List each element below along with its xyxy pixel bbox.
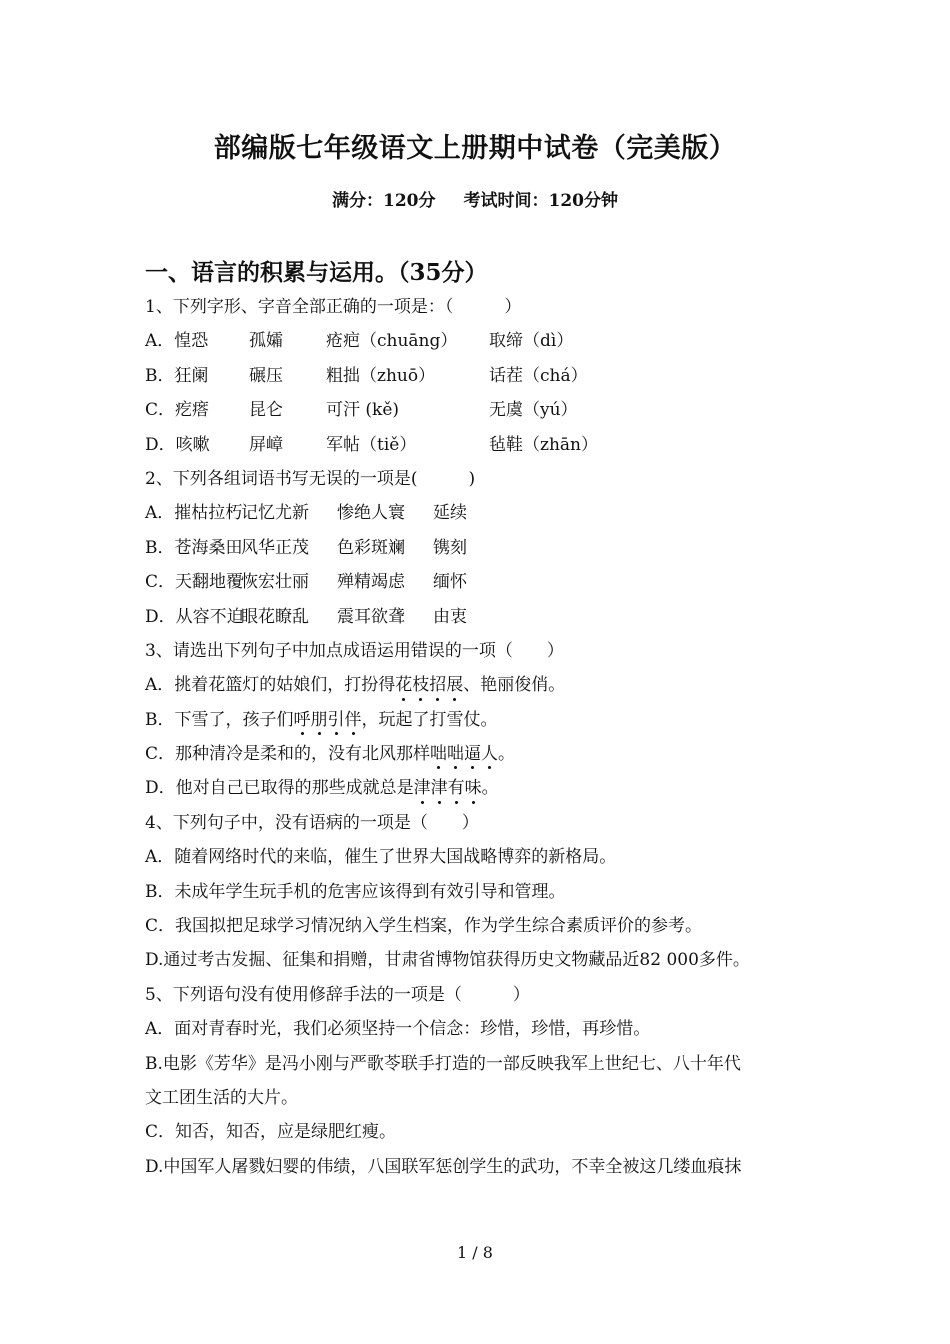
option-word: 缅怀 xyxy=(433,572,467,593)
option-word: 疮疤（chuāng） xyxy=(326,331,458,352)
option-word: 恢宏壮丽 xyxy=(241,572,309,593)
option-word: 昆仑 xyxy=(249,400,283,421)
question-4-option-b: B．未成年学生玩手机的危害应该得到有效引导和管理。 xyxy=(145,881,566,902)
option-text: C．那种清冷是柔和的，没有北风那样 xyxy=(145,744,431,765)
question-5-option-a: A．面对青春时光，我们必须坚持一个信念：珍惜，珍惜，再珍惜。 xyxy=(145,1019,651,1040)
question-4-option-c: C．我国拟把足球学习情况纳入学生档案，作为学生综合素质评价的参考。 xyxy=(145,916,703,937)
option-word: A．摧枯拉朽 xyxy=(145,503,243,524)
option-word: 眼花瞭乱 xyxy=(241,606,309,627)
option-text: 。 xyxy=(498,744,516,765)
dotted-char: 引 xyxy=(328,703,345,737)
option-word: 记忆尤新 xyxy=(241,503,309,524)
question-2-option-a xyxy=(145,496,815,530)
option-word: 粗拙（zhuō） xyxy=(326,365,436,386)
dotted-char: 有 xyxy=(448,771,465,805)
option-word: 色彩斑斓 xyxy=(337,537,405,558)
option-word: 毡鞋（zhān） xyxy=(489,434,598,455)
option-text: A．挑着花篮灯的姑娘们，打扮得 xyxy=(145,675,396,696)
option-word: B．苍海桑田 xyxy=(145,537,243,558)
question-1-option-a xyxy=(145,324,815,358)
question-1-option-b xyxy=(145,359,815,393)
dotted-idiom xyxy=(430,744,498,764)
option-word: 惨绝人寰 xyxy=(337,503,405,524)
exam-info xyxy=(0,186,950,211)
question-3-option-d xyxy=(145,771,815,805)
question-5-option-c: C．知否，知否，应是绿肥红瘦。 xyxy=(145,1122,397,1143)
option-word: 无虞（yú） xyxy=(489,400,578,421)
option-text: 、艳丽俊俏。 xyxy=(463,675,566,696)
option-word: D．从容不迫 xyxy=(145,606,244,627)
option-word: 镌刻 xyxy=(433,537,467,558)
question-3-option-b xyxy=(145,703,815,737)
dotted-char: 花 xyxy=(395,668,412,702)
option-text: D．他对自己已取得的那些成就总是 xyxy=(145,778,414,799)
option-word: 屏嶂 xyxy=(249,434,283,455)
option-word: 军帖（tiě） xyxy=(326,434,417,455)
option-word: C．天翻地覆 xyxy=(145,572,244,593)
question-2-option-c xyxy=(145,565,815,599)
question-3-option-c xyxy=(145,737,815,771)
option-word: 碾压 xyxy=(249,365,283,386)
question-1-option-d xyxy=(145,428,815,462)
option-word: C．疙瘩 xyxy=(145,400,210,421)
dotted-char: 津 xyxy=(431,771,448,805)
question-5-option-b: B.电影《芳华》是冯小刚与严歌苓联手打造的一部反映我军上世纪七、八十年代 xyxy=(145,1053,741,1074)
full-score: 满分：120分 xyxy=(332,191,436,211)
question-4-option-d: D.通过考古发掘、征集和捐赠，甘肃省博物馆获得历史文物藏品近82 000多件。 xyxy=(145,950,750,971)
dotted-char: 津 xyxy=(414,771,431,805)
dotted-char: 朋 xyxy=(311,703,328,737)
section-heading: 一、语言的积累与运用。（35分） xyxy=(145,259,488,286)
option-word: 可汗 (kě) xyxy=(326,400,400,421)
question-1-stem: 1、下列字形、字音全部正确的一项是：（ ） xyxy=(145,297,522,317)
dotted-char: 伴 xyxy=(345,703,362,737)
dotted-char: 呼 xyxy=(294,703,311,737)
dotted-char: 展 xyxy=(446,668,463,702)
dotted-char: 人 xyxy=(481,737,498,771)
question-4-option-a: A．随着网络时代的来临，催生了世界大国战略博弈的新格局。 xyxy=(145,847,617,868)
option-word: 孤孀 xyxy=(249,331,283,352)
question-5-stem: 5、下列语句没有使用修辞手法的一项是（ ） xyxy=(145,984,530,1005)
question-5-option-d: D.中国军人屠戮妇婴的伟绩，八国联军惩创学生的武功，不幸全被这几缕血痕抹 xyxy=(145,1156,742,1177)
option-word: 取缔（dì） xyxy=(489,331,574,352)
dotted-char: 咄 xyxy=(447,737,464,771)
dotted-char: 枝 xyxy=(412,668,429,702)
question-3-stem: 3、请选出下列句子中加点成语运用错误的一项（ ） xyxy=(145,640,564,661)
option-word: 延续 xyxy=(433,503,467,524)
question-3-option-a xyxy=(145,668,815,702)
page-title: 部编版七年级语文上册期中试卷（完美版） xyxy=(213,133,737,164)
option-text: 。 xyxy=(481,778,499,799)
dotted-char: 逼 xyxy=(464,737,481,771)
question-5-option-b-continued: 文工团生活的大片。 xyxy=(145,1087,298,1108)
option-word: A．惶恐 xyxy=(145,331,209,352)
option-word: 震耳欲聋 xyxy=(337,606,405,627)
question-4-stem: 4、下列句子中，没有语病的一项是（ ） xyxy=(145,812,479,833)
option-word: 风华正茂 xyxy=(241,537,309,558)
option-text: B．下雪了，孩子们 xyxy=(145,709,294,730)
dotted-idiom xyxy=(294,710,362,730)
option-word: D．咳嗽 xyxy=(145,434,210,455)
dotted-char: 咄 xyxy=(430,737,447,771)
option-text: ，玩起了打雪仗。 xyxy=(361,709,498,730)
option-word: 话茬（chá） xyxy=(489,365,588,386)
dotted-idiom xyxy=(395,675,463,695)
dotted-char: 味 xyxy=(465,771,482,805)
option-word: 殚精竭虑 xyxy=(337,572,405,593)
question-2-option-b xyxy=(145,531,815,565)
option-word: B．狂阑 xyxy=(145,365,209,386)
question-1-option-c xyxy=(145,393,815,427)
question-2-stem: 2、下列各组词语书写无误的一项是( ) xyxy=(145,468,476,489)
dotted-char: 招 xyxy=(429,668,446,702)
exam-time: 考试时间：120分钟 xyxy=(463,191,618,211)
questions xyxy=(145,290,815,1184)
option-word: 由衷 xyxy=(433,606,467,627)
page-number: 1 / 8 xyxy=(457,1243,493,1262)
question-2-option-d xyxy=(145,600,815,634)
dotted-idiom xyxy=(414,778,482,798)
